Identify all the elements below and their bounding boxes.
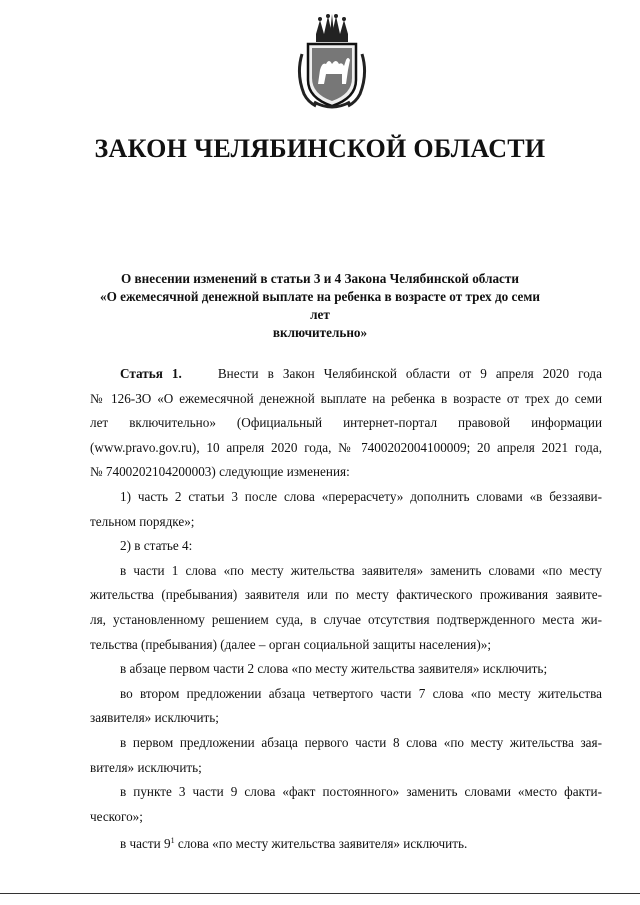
coat-of-arms-icon: [296, 14, 368, 110]
subtitle-line: «О ежемесячной денежной выплате на ребенка в возрасте от трех до семи лет: [100, 289, 540, 322]
intro-line-3: лет включительно» (Официальный интернет-портал правовой информации: [90, 415, 602, 431]
subtitle-line: включительно»: [272, 325, 368, 340]
article-body: [90, 362, 602, 857]
amendment-part-8: в первом предложении абзаца первого части 8 слова «по месту жительства зая- вителя» исключить;: [90, 734, 602, 775]
amendment-part-7: во втором предложении абзаца четвертого части 7 слова «по месту жительства заявителя» исключить;: [90, 685, 602, 726]
amendment-item-1: 1) часть 2 статьи 3 после слова «перерасчету» дополнить словами «в беззаяви- тельном порядке»;: [90, 488, 602, 529]
article-intro: [90, 362, 602, 485]
intro-line-2: № 126-ЗО «О ежемесячной денежной выплате на ребенка в возрасте от трех до семи: [90, 390, 602, 406]
amendment-part-1: в части 1 слова «по месту жительства заявителя» заменить словами «по месту жительства (пребывания) заявителя или по месту фактического проживания заявите- ля, установленному решением суда, в случае отсутствия подтвержденного места жи- тельства (пребывания) (далее – орган социальной защиты населения)»;: [90, 562, 602, 652]
intro-line-4: (www.pravo.gov.ru), 10 апреля 2020 года, № 7400202004100009; 20 апреля 2021 года,: [90, 439, 602, 455]
subtitle-line: О внесении изменений в статьи 3 и 4 Закона Челябинской области: [121, 271, 519, 286]
amendment-part-9: в пункте 3 части 9 слова «факт постоянного» заменить словами «место факти- ческого»;: [90, 784, 602, 824]
amendment-item-2: 2) в статье 4:: [120, 538, 193, 554]
article-label: Статья 1.: [120, 366, 182, 381]
amendment-part-2: в абзаце первом части 2 слова «по месту жительства заявителя» исключить;: [120, 661, 548, 677]
intro-line-5: № 7400202104200003) следующие изменения:: [90, 464, 350, 480]
footer-rule: [0, 893, 640, 894]
law-title: ЗАКОН ЧЕЛЯБИНСКОЙ ОБЛАСТИ: [94, 134, 546, 163]
law-subtitle: [90, 270, 550, 342]
intro-line-1: Статья 1. Внести в Закон Челябинской области от 9 апреля 2020 года: [120, 366, 602, 381]
amendment-part-9-1: в части $9^1$ слова «по месту жительства заявителя» исключить.: [120, 836, 468, 852]
superscript: 1: [170, 836, 175, 846]
